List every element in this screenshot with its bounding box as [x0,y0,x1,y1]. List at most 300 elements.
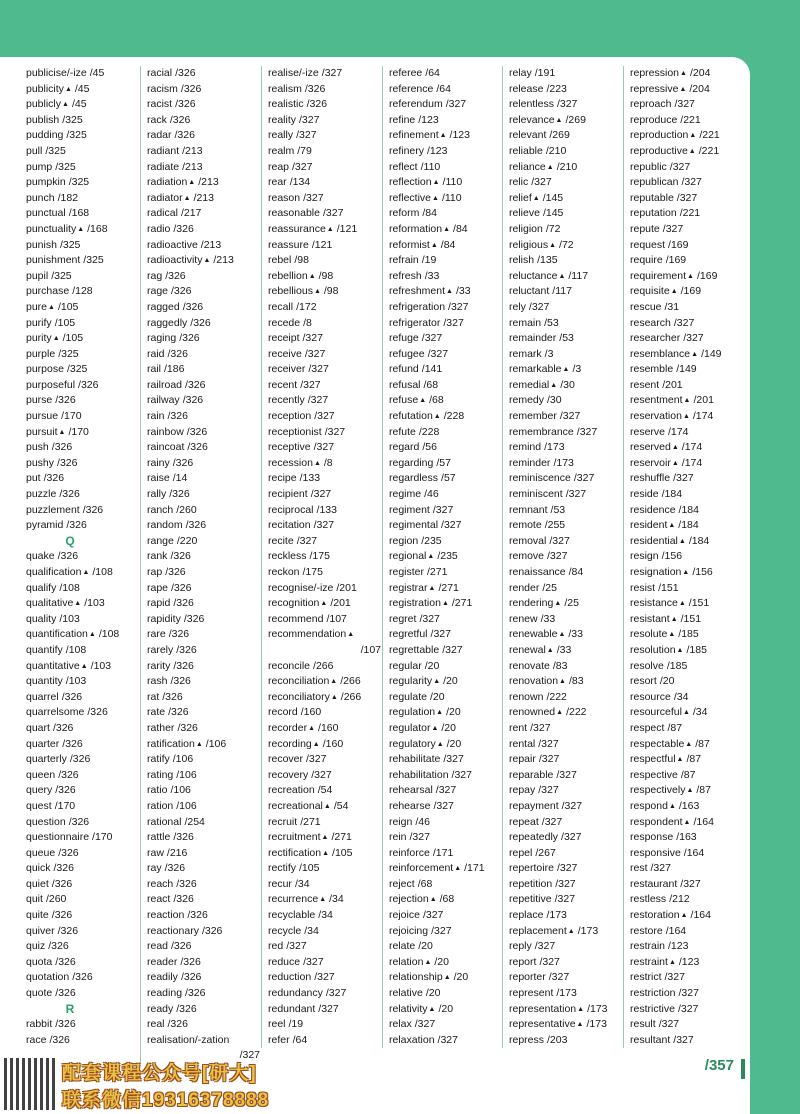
index-entry [630,737,743,753]
index-entry [389,877,502,893]
index-entry [509,97,622,113]
key-word-marker-icon: ▲ [323,802,331,810]
index-entry [630,581,743,597]
entry-page-ref: /327 [313,519,335,532]
entry-page-ref: /326 [176,643,197,656]
entry-word: regard [389,441,420,454]
entry-page-ref: /221 [698,144,720,157]
index-entry [147,783,260,799]
index-entry [509,518,622,534]
entry-word: rack [147,113,167,126]
index-entry [509,66,622,82]
index-page [0,57,750,1114]
entry-page-ref: /57 [441,472,456,485]
entry-page-ref: /254 [184,815,205,828]
key-word-marker-icon: ▲ [430,241,438,249]
index-entry [26,737,140,753]
index-entry [147,253,260,269]
entry-word: reason [268,191,301,204]
entry-word: requisite [630,285,670,298]
entry-word: reproductive [630,144,688,157]
entry-page-ref: /117 [552,285,572,298]
entry-page-ref: /327 [322,207,344,220]
entry-word: resist [630,581,656,594]
entry-page-ref: /327 [541,815,563,828]
entry-word: remote [509,519,542,532]
index-entry [509,393,622,409]
entry-page-ref: /8 [303,316,312,329]
entry-page-ref: /326 [162,690,183,703]
index-entry [268,269,381,285]
index-entry [389,908,502,924]
index-entry [389,362,502,378]
entry-page-ref: /327 [534,940,556,953]
index-entry [509,986,622,1002]
entry-page-ref: /327 [548,971,570,984]
index-entry [630,113,743,129]
index-entry [630,331,743,347]
index-entry [268,690,381,706]
entry-word: reflective [389,191,432,204]
entry-page-ref: /327 [539,955,560,968]
entry-page-ref: /327 [555,877,576,890]
entry-word: respectively [630,784,686,797]
entry-word: ray [147,862,162,875]
index-entry [509,1002,622,1018]
index-entry [509,970,622,986]
index-entry [147,518,260,534]
index-entry [630,144,743,160]
entry-page-ref: /160 [300,706,322,719]
entry-page-ref: /327 [303,955,324,968]
entry-page-ref: /175 [302,566,323,578]
index-entry [389,393,502,409]
entry-page-ref: /185 [686,643,707,656]
entry-word: regional [389,550,427,563]
index-entry [630,877,743,893]
entry-page-ref: /191 [534,67,556,79]
index-entry [26,1017,140,1033]
key-word-marker-icon: ▲ [558,272,566,280]
index-entry [389,861,502,877]
entry-word: refine [389,113,416,126]
entry-page-ref: /327 [314,971,335,984]
index-entry [630,269,743,285]
entry-word: repetitive [509,893,552,906]
entry-word: responsive [630,846,681,859]
index-entry [268,144,381,160]
entry-word: reshuffle [630,472,671,485]
index-entry [268,612,381,628]
entry-word: purple [26,347,56,360]
entry-word: repel [509,846,533,859]
entry-word: rating [147,768,174,781]
entry-page-ref: /327 [673,472,694,485]
index-entry [26,518,140,534]
index-entry [509,783,622,799]
entry-word: raw [147,846,164,859]
index-entry [268,939,381,955]
entry-page-ref: /327 [677,1002,699,1015]
index-entry [147,986,260,1002]
index-entry [147,674,260,690]
index-entry [630,238,743,254]
entry-word: radical [147,207,178,220]
entry-page-ref: /160 [318,721,339,734]
entry-word: rendering [509,597,554,610]
index-column [502,66,622,1048]
entry-page-ref: /228 [418,425,440,438]
index-entry [147,284,260,300]
entry-page-ref: /175 [309,550,330,563]
entry-page-ref: /327 [321,67,343,79]
index-entry [389,300,502,316]
index-entry [147,768,260,784]
entry-word: recycle [268,924,302,937]
index-entry [268,253,381,269]
key-word-marker-icon: ▲ [88,631,96,639]
index-entry [509,487,622,503]
entry-word: questionnaire [26,831,90,844]
key-word-marker-icon: ▲ [668,522,676,530]
entry-word: reach [147,877,174,890]
entry-page-ref: /327 [650,862,671,875]
entry-page-ref: /108 [92,566,113,578]
key-word-marker-icon: ▲ [532,194,540,202]
key-word-marker-icon: ▲ [680,70,687,77]
entry-word: resultant [630,1033,671,1046]
entry-page-ref: /222 [566,706,587,719]
entry-word: resident [630,519,668,532]
entry-page-ref: /269 [565,113,586,126]
index-entry [630,612,743,628]
entry-page-ref: /20 [438,1002,454,1015]
entry-word: reduction [268,971,312,984]
index-entry [26,238,140,254]
index-entry [509,253,622,269]
entry-word: restaurant [630,877,678,890]
entry-page-ref: /327 [430,628,451,641]
entry-word: regime [389,488,422,501]
entry-page-ref: /87 [695,737,710,750]
entry-page-ref: /72 [559,238,574,251]
entry-word: regret [389,612,417,625]
key-word-marker-icon: ▲ [676,756,684,764]
entry-page-ref: /325 [51,269,72,282]
key-word-marker-icon: ▲ [443,974,451,982]
index-entry [630,191,743,207]
index-entry [630,284,743,300]
entry-page-ref: /184 [688,534,710,547]
index-entry [26,1033,140,1049]
entry-page-ref: /108 [59,581,80,594]
index-entry [147,160,260,176]
index-entry [509,238,622,254]
entry-page-ref: /327 [662,222,684,235]
index-entry [26,581,140,597]
entry-page-ref: /326 [176,1002,197,1015]
entry-word: quart [26,721,50,734]
entry-word: regulator [389,721,431,734]
entry-word: quantification [26,628,88,641]
index-entry [630,487,743,503]
entry-word: repress [509,1033,545,1046]
entry-page-ref: /327 [292,160,313,173]
entry-word: remainder [509,332,557,345]
index-entry [509,362,622,378]
entry-page-ref: /326 [169,488,190,501]
entry-word: receipt [268,332,300,345]
key-word-marker-icon: ▲ [671,444,679,452]
key-word-marker-icon: ▲ [680,912,688,920]
index-entry [26,175,140,191]
key-word-marker-icon: ▲ [313,288,321,296]
entry-word: religion [509,222,543,235]
index-entry [509,721,622,737]
entry-page-ref: /326 [69,753,91,766]
entry-page-ref: /68 [429,394,444,407]
entry-page-ref: /326 [186,425,208,438]
key-word-marker-icon: ▲ [429,896,437,904]
entry-page-ref: /30 [547,394,562,407]
index-entry [389,986,502,1002]
entry-page-ref: /212 [669,893,690,906]
entry-page-ref: /326 [176,877,197,890]
index-entry [389,627,502,643]
entry-page-ref: /327 [664,971,685,984]
entry-page-ref: /185 [666,659,688,672]
entry-page-ref: /326 [174,129,195,142]
entry-page-ref: /327 [306,753,327,766]
entry-page-ref: /14 [172,472,188,485]
index-entry [26,659,140,675]
entry-word: red [268,940,284,953]
entry-page-ref: /327 [445,98,467,111]
entry-word: rescue [630,300,662,313]
entry-word: rainbow [147,425,184,438]
index-entry [26,861,140,877]
entry-word: relate [389,940,416,953]
index-entry [268,986,381,1002]
entry-word: quantitative [26,659,80,672]
entry-page-ref: /45 [89,67,105,79]
entry-word: relieve [509,207,540,220]
entry-page-ref: /325 [66,363,88,376]
entry-page-ref: /68 [417,877,433,890]
entry-page-ref: /327 [565,488,587,501]
entry-page-ref: /105 [299,862,320,875]
entry-page-ref: /34 [673,690,689,703]
entry-word: record [268,706,298,719]
entry-word: reinforcement [389,862,454,875]
index-entry [389,425,502,441]
entry-word: restrain [630,940,666,953]
entry-word: rein [389,831,407,844]
entry-page-ref: /327 [443,753,464,766]
entry-word: quota [26,955,53,968]
entry-word: react [147,893,171,906]
entry-page-ref: /326 [55,987,76,1000]
key-word-marker-icon: ▲ [567,927,575,935]
entry-word: realistic [268,98,304,111]
entry-page-ref: /326 [51,441,73,454]
index-entry [147,97,260,113]
entry-page-ref: /133 [316,503,337,516]
entry-page-ref: /326 [182,300,204,313]
entry-page-ref: /326 [55,394,76,407]
index-entry [389,331,502,347]
index-entry [509,846,622,862]
key-word-marker-icon: ▲ [689,132,697,140]
index-entry [147,206,260,222]
key-word-marker-icon: ▲ [322,849,330,857]
entry-word: reservation [630,410,682,423]
index-entry [509,191,622,207]
entry-word: rejection [389,893,429,906]
entry-page-ref: /327 [302,332,323,345]
entry-page-ref: /327 [419,612,440,625]
entry-page-ref: /326 [180,955,201,968]
entry-page-ref: /327 [299,113,320,126]
entry-page-ref: /25 [564,597,579,610]
entry-page-ref: /327 [673,1033,694,1046]
entry-page-ref: /110 [420,160,441,173]
index-entry [509,799,622,815]
entry-word: realise/-ize [268,67,319,79]
index-entry [389,409,502,425]
entry-word: query [26,784,53,797]
entry-word: raise [147,472,170,485]
index-entry [389,269,502,285]
entry-word: restraint [630,955,668,968]
entry-page-ref: /266 [313,659,334,672]
entry-word: recovery [268,768,309,781]
entry-page-ref: /53 [550,503,566,516]
entry-word: quarter [26,737,60,750]
entry-page-ref: /327 [286,940,307,953]
entry-page-ref: /169 [696,269,718,282]
entry-page-ref: /72 [545,222,561,235]
entry-page-ref: /326 [167,347,188,360]
entry-page-ref: /170 [92,831,113,844]
entry-page-ref: /326 [187,909,208,922]
entry-word: rainy [147,456,170,469]
index-entry [389,565,502,581]
entry-page-ref: /213 [213,254,234,267]
entry-word: recommend [268,612,324,625]
entry-word: refuge [389,332,419,345]
index-entry [147,331,260,347]
index-entry [389,82,502,98]
entry-word: reckless [268,550,307,563]
index-entry [26,908,140,924]
entry-page-ref: /325 [45,144,66,157]
key-word-marker-icon: ▲ [436,709,444,717]
index-entry [389,471,502,487]
entry-page-ref: /34 [329,893,344,906]
entry-word: reputation [630,207,677,220]
entry-page-ref: /325 [58,347,79,360]
index-entry [268,721,381,737]
entry-word: purity [26,332,52,345]
entry-page-ref: /326 [173,659,194,672]
index-entry [389,175,502,191]
entry-page-ref: /326 [185,987,206,1000]
entry-page-ref: /327 [437,1033,458,1046]
index-entry [630,97,743,113]
entry-page-ref: /105 [54,316,76,329]
entry-page-ref: /327 [307,394,329,407]
entry-word: quiz [26,940,46,953]
entry-word: regular [389,659,422,672]
key-word-marker-icon: ▲ [678,600,686,608]
entry-word: repressive [630,82,679,95]
entry-word: resemble [630,363,674,376]
index-entry [268,908,381,924]
entry-page-ref: /326 [164,862,186,875]
key-word-marker-icon: ▲ [82,569,90,576]
key-word-marker-icon: ▲ [454,865,462,873]
entry-word: pupil [26,269,49,282]
entry-page-ref: /326 [58,846,79,859]
entry-page-ref: /327 [669,160,691,173]
entry-page-ref: /327 [573,472,595,485]
key-word-marker-icon: ▲ [670,615,678,623]
index-entry [630,659,743,675]
index-entry [630,908,743,924]
entry-page-ref: /33 [568,628,583,641]
index-entry [630,440,743,456]
key-word-marker-icon: ▲ [64,85,72,93]
key-word-marker-icon: ▲ [670,288,678,296]
index-entry [268,331,381,347]
key-word-marker-icon: ▲ [686,787,694,795]
section-letter: R [65,1001,75,1016]
index-entry [268,284,381,300]
key-word-marker-icon: ▲ [58,428,66,436]
index-entry [509,425,622,441]
index-entry [630,705,743,721]
key-word-marker-icon: ▲ [80,662,88,670]
index-entry [147,799,260,815]
entry-page-ref: /53 [559,332,574,345]
index-entry [389,316,502,332]
entry-word: respondent [630,815,683,828]
entry-word: publicise/-ize [26,67,87,79]
index-entry [147,690,260,706]
entry-word: rarely [147,643,174,656]
entry-page-ref: /106 [172,753,194,766]
index-entry [509,347,622,363]
key-word-marker-icon: ▲ [431,724,439,732]
entry-page-ref: /326 [168,628,190,641]
entry-word: puzzle [26,488,57,501]
entry-page-ref: /213 [200,238,222,251]
entry-word: realism [268,82,302,95]
index-entry [509,222,622,238]
entry-page-ref: /326 [167,410,188,423]
entry-word: rebel [268,254,292,267]
entry-page-ref: /327 [308,363,329,376]
index-entry [26,269,140,285]
entry-word: quest [26,799,52,812]
entry-page-ref: /204 [689,67,711,79]
entry-page-ref: /53 [544,316,559,329]
index-entry [630,300,743,316]
entry-page-ref: /110 [442,176,463,189]
entry-word: relative [389,987,423,1000]
index-entry [389,659,502,675]
